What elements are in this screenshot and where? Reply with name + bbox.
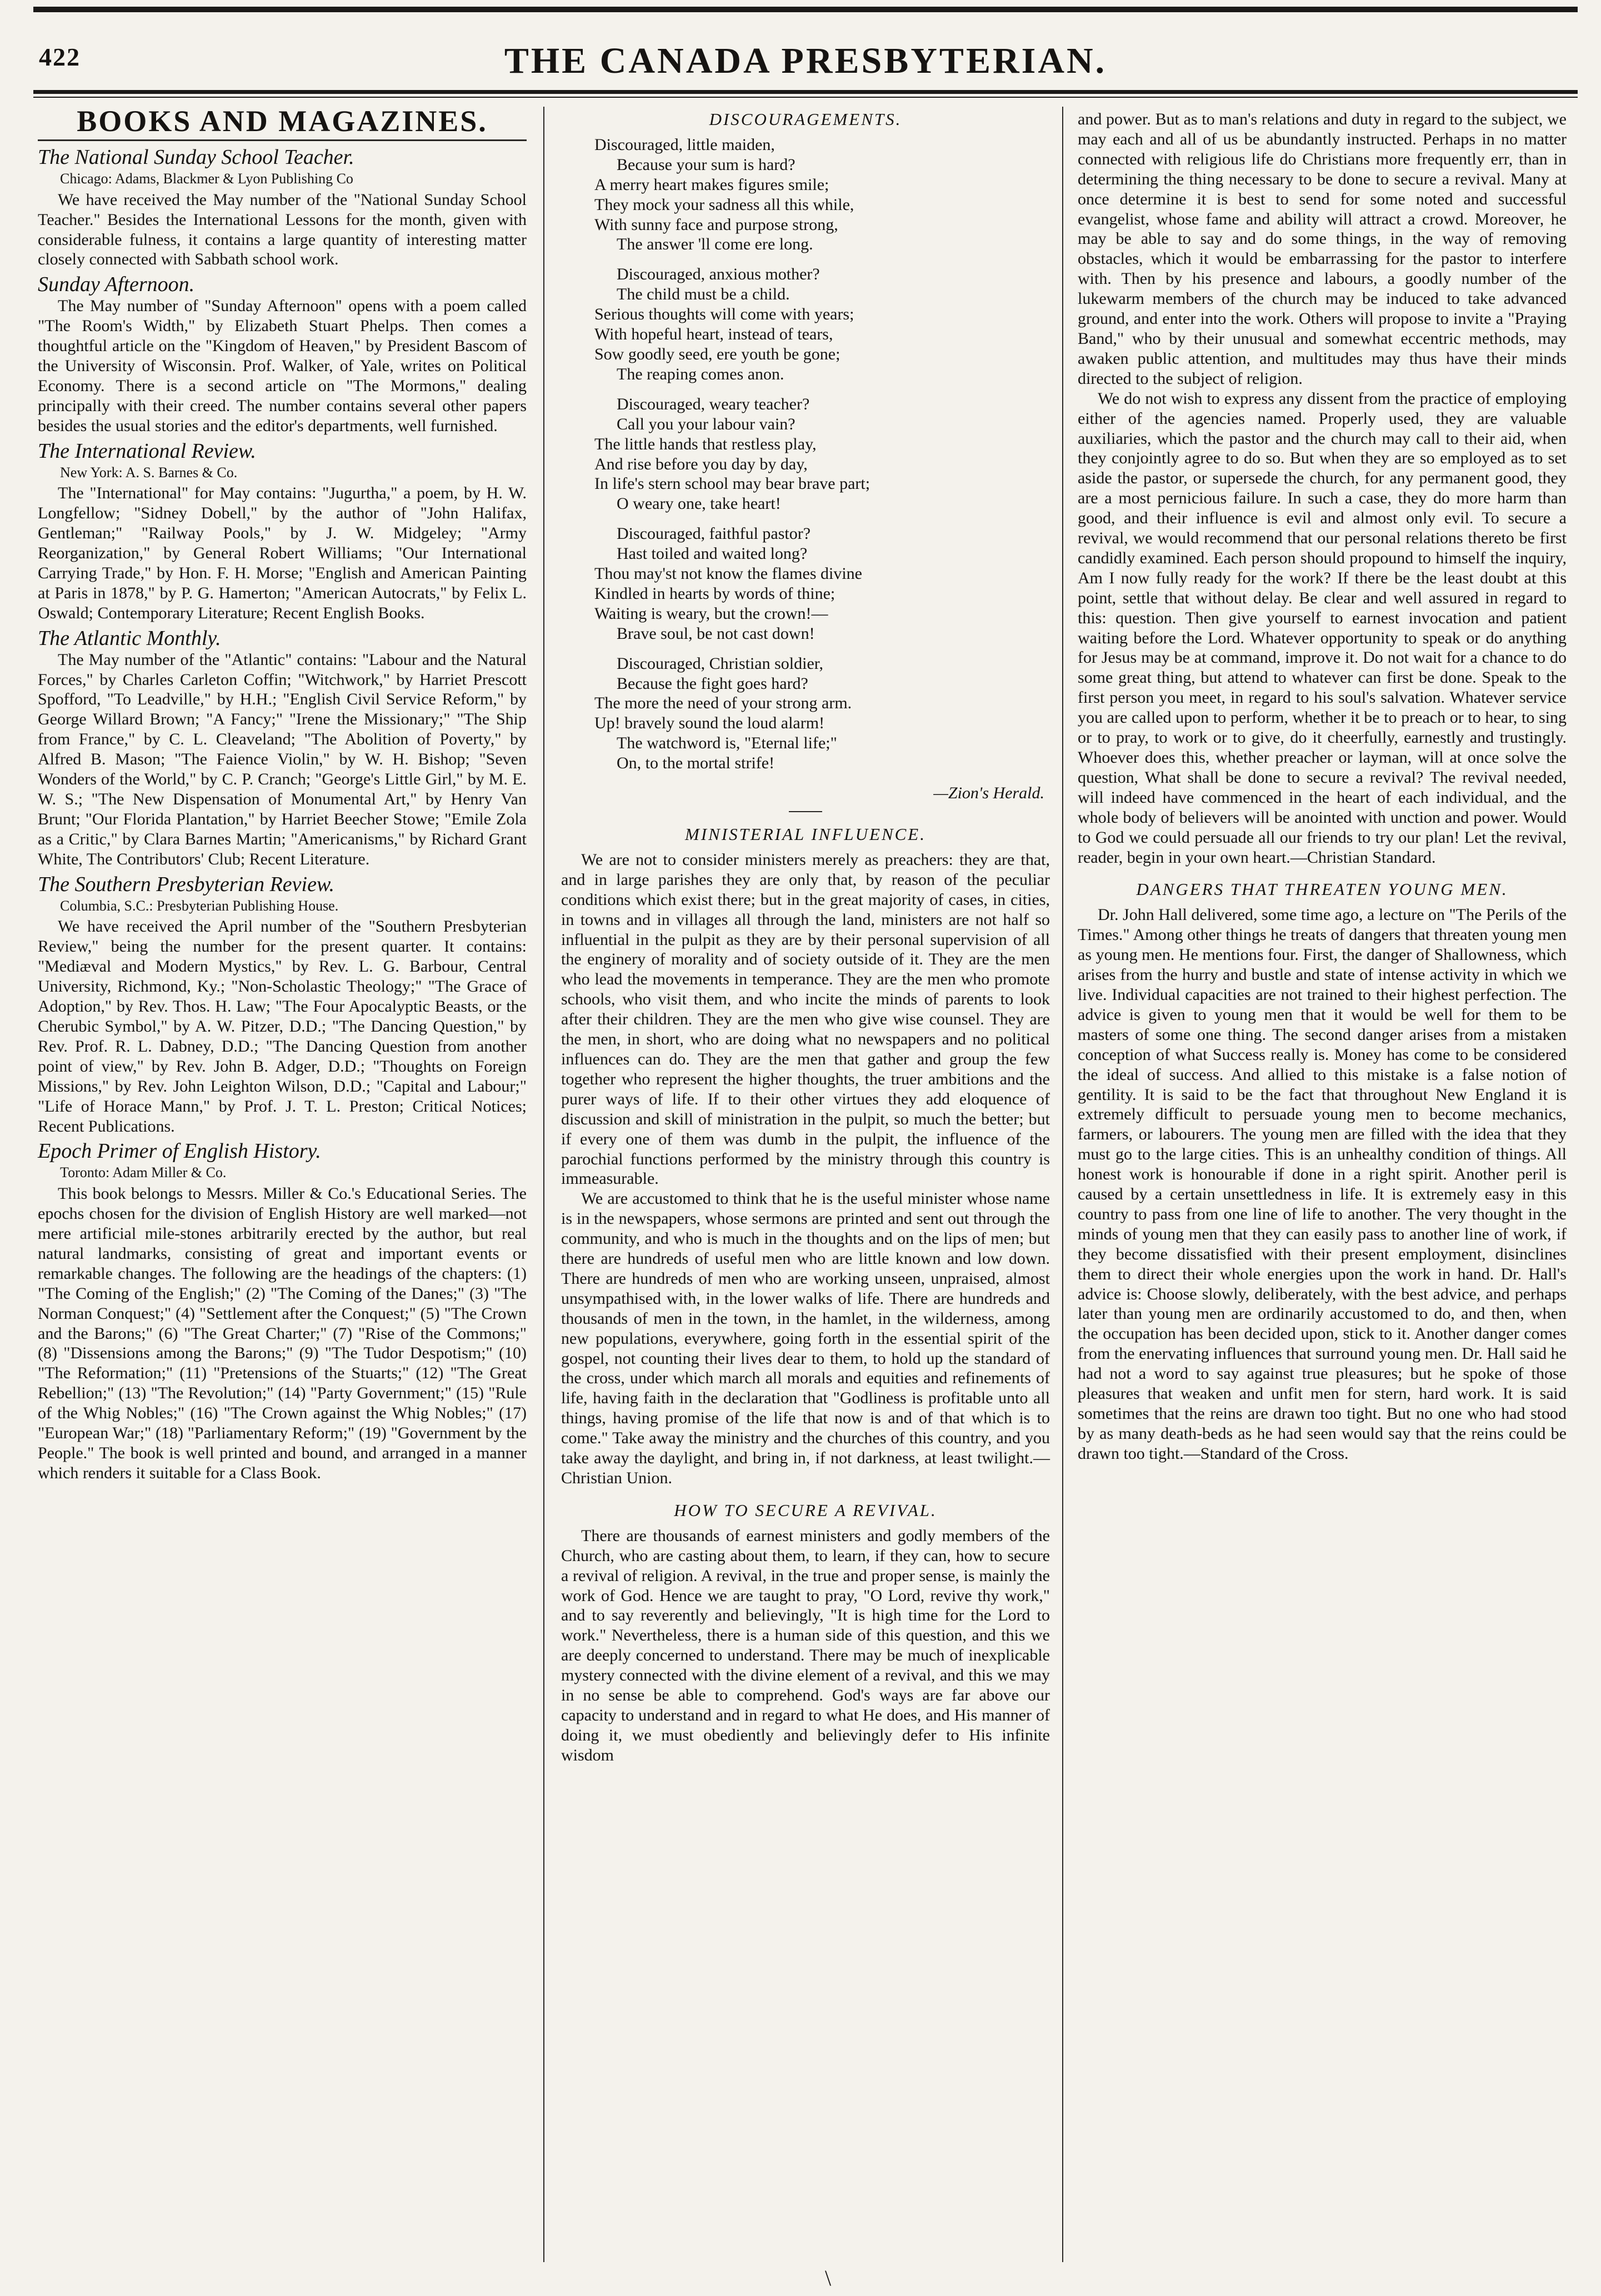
poem-stanza — [594, 654, 1050, 773]
page-number: 422 — [39, 43, 81, 71]
poem-title: DISCOURAGEMENTS. — [709, 109, 902, 129]
poem-line: The more the need of your strong arm. — [594, 694, 852, 713]
poem-line: Discouraged, faithful pastor? — [617, 524, 811, 543]
book-title: Epoch Primer of English History. — [38, 1139, 321, 1163]
poem-line: The watchword is, "Eternal life;" — [617, 734, 837, 753]
column-3 — [1078, 109, 1567, 1464]
poem-line: Because the fight goes hard? — [617, 674, 808, 693]
book-title: The Atlantic Monthly. — [38, 626, 221, 650]
book-review: This book belongs to Messrs. Miller & Co.'s Educational Series. The epochs chosen for the division of English History are well marked—not mere artificial mile-stones arbitrarily erected by the author, but real natural landmarks, consisting of great and important events or remarkable changes. The following are the headings of the chapters: (1) "The Coming of the English;" (2) "The Coming of the Danes;" (3) "The Norman Conquest;" (4) "Settlement after the Conquest;" (5) "The Crown and the Barons;" (6) "The Great Charter;" (7) "Rise of the Commons;" (8) "Dissensions among the Barons;" (9) "The Tudor Despotism;" (10) "The Reformation;" (11) "Pretensions of the Stuarts;" (12) "The Great Rebellion;" (13) "The Revolution;" (14) "Party Government;" (15) "Rule of the Whig Nobles;" (16) "The Crown against the Whig Nobles;" (17) "European War;" (18) "Parliamentary Reform;" (19) "Government by the People." The book is well printed and bound, and arranged in a manner which renders it suitable for a Class Book. — [38, 1184, 527, 1482]
separator-rule — [789, 811, 822, 812]
poem-line: On, to the mortal strife! — [617, 754, 775, 773]
book-publisher: Toronto: Adam Miller & Co. — [60, 1164, 227, 1181]
poem-line: A merry heart makes figures smile; — [594, 175, 829, 194]
book-entry — [38, 1139, 527, 1483]
poem-line: The answer 'll come ere long. — [617, 235, 813, 254]
poem-line: Discouraged, little maiden, — [594, 135, 775, 154]
column-divider-2 — [1062, 107, 1063, 2262]
book-publisher: Columbia, S.C.: Presbyterian Publishing House. — [60, 897, 339, 914]
article-paragraph: We do not wish to express any dissent from the practice of employing either of the agencies named. Properly used, they are valuable auxiliaries, which the pastor and the church may call to their aid, when they conjointly agree to do so. But when they are so employed as to set aside the pastor, or supersede the church, for any permanent good, they are a most pernicious failure. In such a case, they do more harm than good, and their influence is evil and almost only evil. To secure a revival, we would recommend that our personal relations thereto be first candidly examined. Each person should propound to himself the inquiry, Am I now fully ready for the work? If there be the least doubt at this point, settle that without delay. Be clear and well assured in regard to this: question. Then give yourself to earnest invocation and patient waiting before the Lord. Whatever opportunity to speak or do anything for Jesus may be at command, improve it. Do not wait for a chance to do some great thing, but attend to whatever can first be done. Speak to the first person you meet, in regard to his soul's salvation. Whatever service you are called upon to perform, whether it be to preach or to hear, to sing or to pray, to work or to give, do it cheerfully, earnestly and trustingly. Whoever does this, whether preacher or layman, will at once solve the question, What shall be done to secure a revival? The revival needed, will indeed have commenced in the heart of each individual, and the whole body of believers will be anointed with unction and power. Would to God we could persuade all our friends to try our plan! Let the revival, reader, begin in your own heart.—Christian Standard. — [1078, 389, 1567, 867]
column-divider-1 — [543, 107, 544, 2262]
poem-line: Serious thoughts will come with years; — [594, 305, 854, 324]
section-title: BOOKS AND MAGAZINES. — [77, 104, 488, 138]
poem-line: Call you your labour vain? — [617, 414, 796, 433]
footer-mark: \ — [825, 2265, 832, 2290]
book-review: We have received the May number of the "National Sunday School Teacher." Besides the International Lessons for the month, given with considerable fulness, it contains a large quantity of interesting matter closely connected with Sabbath school work. — [38, 190, 527, 269]
article-paragraph: We are accustomed to think that he is the useful minister whose name is in the newspapers, whose sermons are printed and sent out through the community, and who is much in the thoughts and on the lips of men; but there are hundreds of useful men who are little known and low down. There are hundreds of men who are working unseen, unpraised, almost unsympathised with, in the lower walks of life. There are hundreds and thousands of men in the town, in the hamlet, in the wilderness, among new populations, everywhere, going forth in the essential spirit of the gospel, not counting their lives dear to them, to hold up the standard of the cross, under which march all morals and equities and refinements of life, having faith in the declaration that "Godliness is profitable unto all things, having promise of the life that now is and of that which is to come." Take away the ministry and the churches of this country, and you take away the daylight, and bring in, if not darkness, at least twilight.—Christian Union. — [561, 1189, 1050, 1487]
article-title: MINISTERIAL INFLUENCE. — [685, 824, 926, 844]
poem-credit: —Zion's Herald. — [933, 784, 1044, 803]
section-rule — [38, 139, 527, 141]
poem-line: The reaping comes anon. — [617, 364, 784, 383]
poem-line: Discouraged, Christian soldier, — [617, 654, 824, 673]
book-entry — [38, 275, 527, 436]
article-paragraph: We are not to consider ministers merely as preachers: they are that, and in large parishes they are only that, by reason of the peculiar conditions which exist there; but in the great majority of cases, in cities, in towns and in villages all through the land, ministers are not half so influential in the pulpit as they are by their personal supervision of all the enginery of morality and of society outside of it. They are the men who lead the movements in temperance. They are the men who promote schools, who visit them, and who incite the minds of parents to look after their children. They are the men who give wise counsel. They are the men, in short, who are doing what no newspapers and no political influences can do. They are the men that gather and group the few together who represent the higher thoughts, the truer ambitions and the purer ways of life. If to their other virtues they add eloquence of discussion and skill of ministration in the pulpit, so much the better; but if every one of them was dumb in the pulpit, the influence of the parochial functions performed by the ministry through this country is immeasurable. — [561, 850, 1050, 1188]
book-title: Sunday Afternoon. — [38, 273, 195, 297]
book-entry — [38, 439, 527, 623]
poem-line: Thou may'st not know the flames divine — [594, 564, 862, 583]
poem-line: The little hands that restless play, — [594, 434, 817, 453]
poem-stanza — [594, 394, 1050, 514]
poem-line: Sow goodly seed, ere youth be gone; — [594, 344, 840, 363]
book-entry — [38, 626, 527, 869]
poem-line: O weary one, take heart! — [617, 494, 781, 513]
poem-line: Up! bravely sound the loud alarm! — [594, 714, 825, 733]
top-rule — [33, 7, 1578, 12]
poem-line: Waiting is weary, but the crown!— — [594, 604, 828, 623]
column-1 — [38, 104, 527, 1483]
page-header — [33, 40, 1578, 84]
poem-line: With sunny face and purpose strong, — [594, 215, 838, 234]
book-review: The May number of "Sunday Afternoon" opens with a poem called "The Room's Width," by Elizabeth Stuart Phelps. Then comes a thoughtful article on the "Kingdom of Heaven," by President Bascom of the University of Wisconsin. Prof. Walker, of Yale, writes on Political Economy. There is a second article on "The Mormons," dealing principally with their creed. The number contains several other papers besides the usual stories and the editor's departments, well furnished. — [38, 297, 527, 435]
book-publisher: Chicago: Adams, Blackmer & Lyon Publishing Co — [60, 170, 353, 187]
book-title: The Southern Presbyterian Review. — [38, 872, 334, 896]
poem-stanza — [594, 264, 1050, 384]
poem-line: Kindled in hearts by words of thine; — [594, 584, 835, 603]
poem-line: Discouraged, weary teacher? — [617, 394, 810, 413]
poem-stanza — [594, 524, 1050, 643]
header-rule — [33, 90, 1578, 94]
book-review: We have received the April number of the "Southern Presbyterian Review," being the number for the present quarter. It contains: "Mediæval and Modern Mystics," by Rev. L. G. Barbour, Central University, Richmond, Ky.; "Non-Scholastic Theology;" "The Grace of Adoption," by Rev. Thos. H. Law; "The Four Apocalyptic Beasts, or the Cherubic Symbol," by A. W. Pitzer, D.D.; "The Dancing Question," by Rev. Prof. R. L. Dabney, D.D.; "The Dancing Question from another point of view," by Rev. John B. Adger, D.D.; "Thoughts on Foreign Missions," by Rev. John Leighton Wilson, D.D.; "Capital and Labour;" "Life of Horace Mann," by Prof. J. T. L. Preston; Critical Notices; Recent Publications. — [38, 917, 527, 1136]
book-review: The May number of the "Atlantic" contains: "Labour and the Natural Forces," by Charles Carleton Coffin; "Witchwork," by Harriet Prescott Spofford, "To Leadville," by H.H.; "English Civil Service Reform," by George Willard Brown; "A Fancy;" "Irene the Missionary;" "The Ship from France," by C. L. Cleaveland; "The Abolition of Poverty," by Alfred B. Mason; "The Faience Violin," by W. H. Bishop; "Seven Wonders of the World," by C. P. Cranch; "George's Little Girl," by M. E. W. S.; "The New Dispensation of Monumental Art," by Henry Van Brunt; "Our Florida Plantation," by Harriet Beecher Stowe; "Emile Zola as a Critic," by Clara Barnes Martin; "Americanisms," by Richard Grant White, The Contributors' Club; Recent Literature. — [38, 650, 527, 868]
book-title: The National Sunday School Teacher. — [38, 145, 354, 169]
book-publisher: New York: A. S. Barnes & Co. — [60, 464, 238, 481]
article-paragraph: Dr. John Hall delivered, some time ago, a lecture on "The Perils of the Times." Among other things he treats of dangers that threaten young men as young men. He mentions four. First, the danger of Shallowness, which arises from the hurry and bustle and state of intense activity in which we live. Individual capacities are not trained to their highest perfection. The advice is given to young men that it would be well for them to be masters of some one thing. The second danger arises from a mistaken conception of what Success really is. Money has come to be considered the ideal of success. And allied to this mistake is a false notion of gentility. It is said to be the fact that throughout New England it is extremely difficult to persuade young men to become mechanics, farmers, or labourers. The young men are filled with the idea that they must go to the large cities. This is an unhealthy condition of things. All honest work is honourable if done in a right spirit. Another peril is caused by a certain unsettledness in life. It is extremely easy in this country to pass from one line of life to another. The very thought in the minds of young men that they can easily pass to another line of work, if they become dissatisfied with their present employment, disinclines them to direct their whole energies upon the work in hand. Dr. Hall's advice is: Choose slowly, deliberately, with the best advice, and perhaps later than young men are ordinarily accustomed to do, and then, when the occupation has been decided upon, stick to it. Another danger comes from the enervating influences that surround young men. Dr. Hall said he had not a word to say against true pleasures; but he spoke of those pleasures that weaken and unfit men for stern, hard work. It is said sometimes that the reins are drawn too tight. But no one who had stood by as many death-beds as he had seen would say that the reins could be drawn too tight.—Standard of the Cross. — [1078, 906, 1567, 1463]
poem-stanza — [594, 135, 1050, 254]
poem-line: With hopeful heart, instead of tears, — [594, 325, 833, 344]
article-paragraph: and power. But as to man's relations and duty in regard to the subject, we may each and all of us be abundantly instructed. Perhaps in no matter connected with religious life do Christians more frequently err, than in determining the thing necessary to be done to secure a revival. Many at once determine it is best to send for some noted and successful evangelist, whose fame and ability will attract a crowd. Moreover, he may be able to say and do some things, in the way of removing obstacles, which it would be embarrassing for the pastor to interfere with. Then by his presence and labours, a goodly number of the lukewarm members of the church may be induced to take advanced ground, and enter into the work. Others will propose to invite a "Praying Band," who by their unusual and somewhat eccentric methods, may awaken public attention, and multitudes may thus have their minds directed to the subject of religion. — [1078, 110, 1567, 388]
book-review: The "International" for May contains: "Jugurtha," a poem, by H. W. Longfellow; "Sidney Dobell," by the author of "John Halifax, Gentleman;" "Railway Pools," by J. W. Midgeley; "Army Reorganization," by General Robert Williams; "Our International Carrying Trade," by Hon. F. H. Morse; "English and American Painting at Paris in 1878," by P. G. Hamerton; "American Autocrats," by Felix L. Oswald; Contemporary Literature; Recent English Books. — [38, 484, 527, 622]
poem-line: The child must be a child. — [617, 285, 790, 304]
poem — [594, 135, 1050, 773]
poem-line: They mock your sadness all this while, — [594, 195, 854, 214]
book-title: The International Review. — [38, 439, 256, 463]
article-title: DANGERS THAT THREATEN YOUNG MEN. — [1136, 879, 1508, 899]
poem-line: Because your sum is hard? — [617, 155, 796, 174]
newspaper-page — [33, 7, 1578, 2290]
column-2 — [561, 109, 1050, 1765]
poem-line: In life's stern school may bear brave part; — [594, 474, 870, 493]
masthead-title: THE CANADA PRESBYTERIAN. — [504, 41, 1107, 81]
article-paragraph: There are thousands of earnest ministers and godly members of the Church, who are casting about them, to learn, if they can, how to secure a revival of religion. A revival, in the true and proper sense, is mainly the work of God. Hence we are taught to pray, "O Lord, revive thy work," and to say reverently and believingly, "It is high time for the Lord to work." Nevertheless, there is a human side of this question, and this we are deeply concerned to understand. There may be much of inexplicable mystery connected with the divine element of a revival, and this we may in no sense be able to comprehend. God's ways are far above our capacity to understand and in regard to what He does, and His manner of doing it, we must obediently and believingly defer to His infinite wisdom — [561, 1526, 1050, 1764]
header-rule-thin — [33, 97, 1578, 98]
poem-line: Discouraged, anxious mother? — [617, 265, 820, 284]
poem-line: Brave soul, be not cast down! — [617, 624, 815, 643]
poem-line: Hast toiled and waited long? — [617, 544, 808, 563]
book-entry — [38, 872, 527, 1137]
book-entry — [38, 145, 527, 269]
article-title: HOW TO SECURE A REVIVAL. — [674, 1500, 937, 1520]
poem-line: And rise before you day by day, — [594, 454, 808, 473]
